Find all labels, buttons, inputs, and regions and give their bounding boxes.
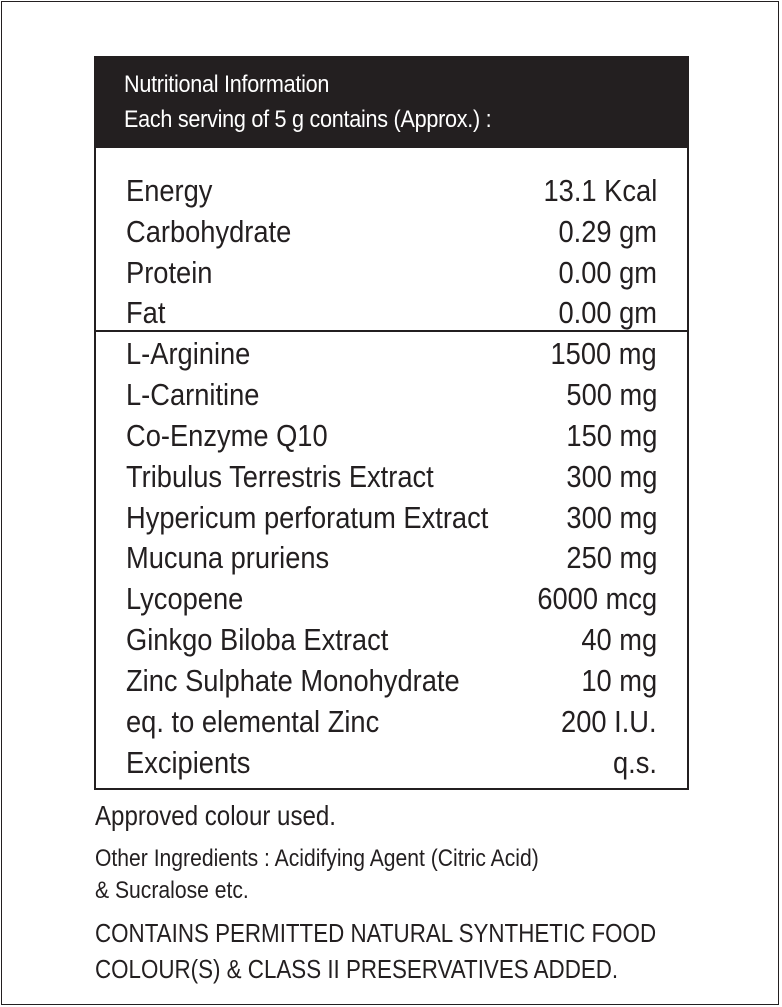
ingredient-row	[126, 334, 657, 374]
nutrient-row	[126, 212, 657, 252]
nutrient-row	[126, 253, 657, 293]
nutrient-value: 13.1 Kcal	[543, 173, 657, 208]
ingredient-value: 40 mg	[581, 622, 657, 657]
ingredient-name: Lycopene	[126, 581, 244, 616]
ingredient-value: 150 mg	[566, 418, 657, 453]
nutrient-name: Protein	[126, 255, 213, 290]
ingredient-value: 200 I.U.	[561, 704, 657, 739]
ingredient-name: L-Carnitine	[126, 377, 260, 412]
ingredient-name: L-Arginine	[126, 336, 251, 371]
table-header	[96, 58, 687, 148]
ingredient-row	[126, 579, 657, 619]
section-divider	[96, 330, 687, 332]
nutrient-row	[126, 293, 657, 333]
ingredient-value: 250 mg	[566, 540, 657, 575]
ingredient-name: eq. to elemental Zinc	[126, 704, 380, 739]
ingredient-name: Mucuna pruriens	[126, 540, 330, 575]
ingredient-name: Hypericum perforatum Extract	[126, 500, 489, 535]
approved-colour-note: Approved colour used.	[95, 800, 336, 831]
ingredient-row	[126, 743, 657, 783]
ingredient-name: Zinc Sulphate Monohydrate	[126, 663, 460, 698]
nutrient-row	[126, 171, 657, 211]
ingredient-row	[126, 538, 657, 578]
ingredient-name: Excipients	[126, 745, 251, 780]
nutrient-name: Fat	[126, 295, 166, 330]
ingredient-value: q.s.	[613, 745, 657, 780]
ingredient-value: 10 mg	[581, 663, 657, 698]
ingredient-value: 6000 mcg	[537, 581, 657, 616]
nutrient-name: Energy	[126, 173, 213, 208]
ingredient-row	[126, 661, 657, 701]
table-title: Nutritional Information	[124, 71, 330, 98]
ingredient-name: Co-Enzyme Q10	[126, 418, 328, 453]
ingredient-value: 300 mg	[566, 500, 657, 535]
ingredient-row	[126, 702, 657, 742]
ingredient-row	[126, 375, 657, 415]
nutrient-value: 0.00 gm	[558, 255, 657, 290]
ingredient-name: Ginkgo Biloba Extract	[126, 622, 389, 657]
nutrition-table	[94, 56, 689, 790]
warning-line-1: CONTAINS PERMITTED NATURAL SYNTHETIC FOOD	[95, 918, 657, 948]
ingredient-row	[126, 498, 657, 538]
other-ingredients-line-1: Other Ingredients : Acidifying Agent (Citric Acid)	[95, 845, 539, 872]
warning-line-2: COLOUR(S) & CLASS II PRESERVATIVES ADDED.	[95, 954, 619, 984]
ingredient-value: 500 mg	[566, 377, 657, 412]
ingredient-row	[126, 416, 657, 456]
nutrient-value: 0.29 gm	[558, 214, 657, 249]
ingredient-row	[126, 457, 657, 497]
ingredient-value: 1500 mg	[550, 336, 657, 371]
ingredient-value: 300 mg	[566, 459, 657, 494]
nutrient-value: 0.00 gm	[558, 295, 657, 330]
ingredient-row	[126, 620, 657, 660]
nutrient-name: Carbohydrate	[126, 214, 292, 249]
other-ingredients-line-2: & Sucralose etc.	[95, 877, 249, 904]
serving-info: Each serving of 5 g contains (Approx.) :	[124, 106, 492, 133]
ingredient-name: Tribulus Terrestris Extract	[126, 459, 434, 494]
